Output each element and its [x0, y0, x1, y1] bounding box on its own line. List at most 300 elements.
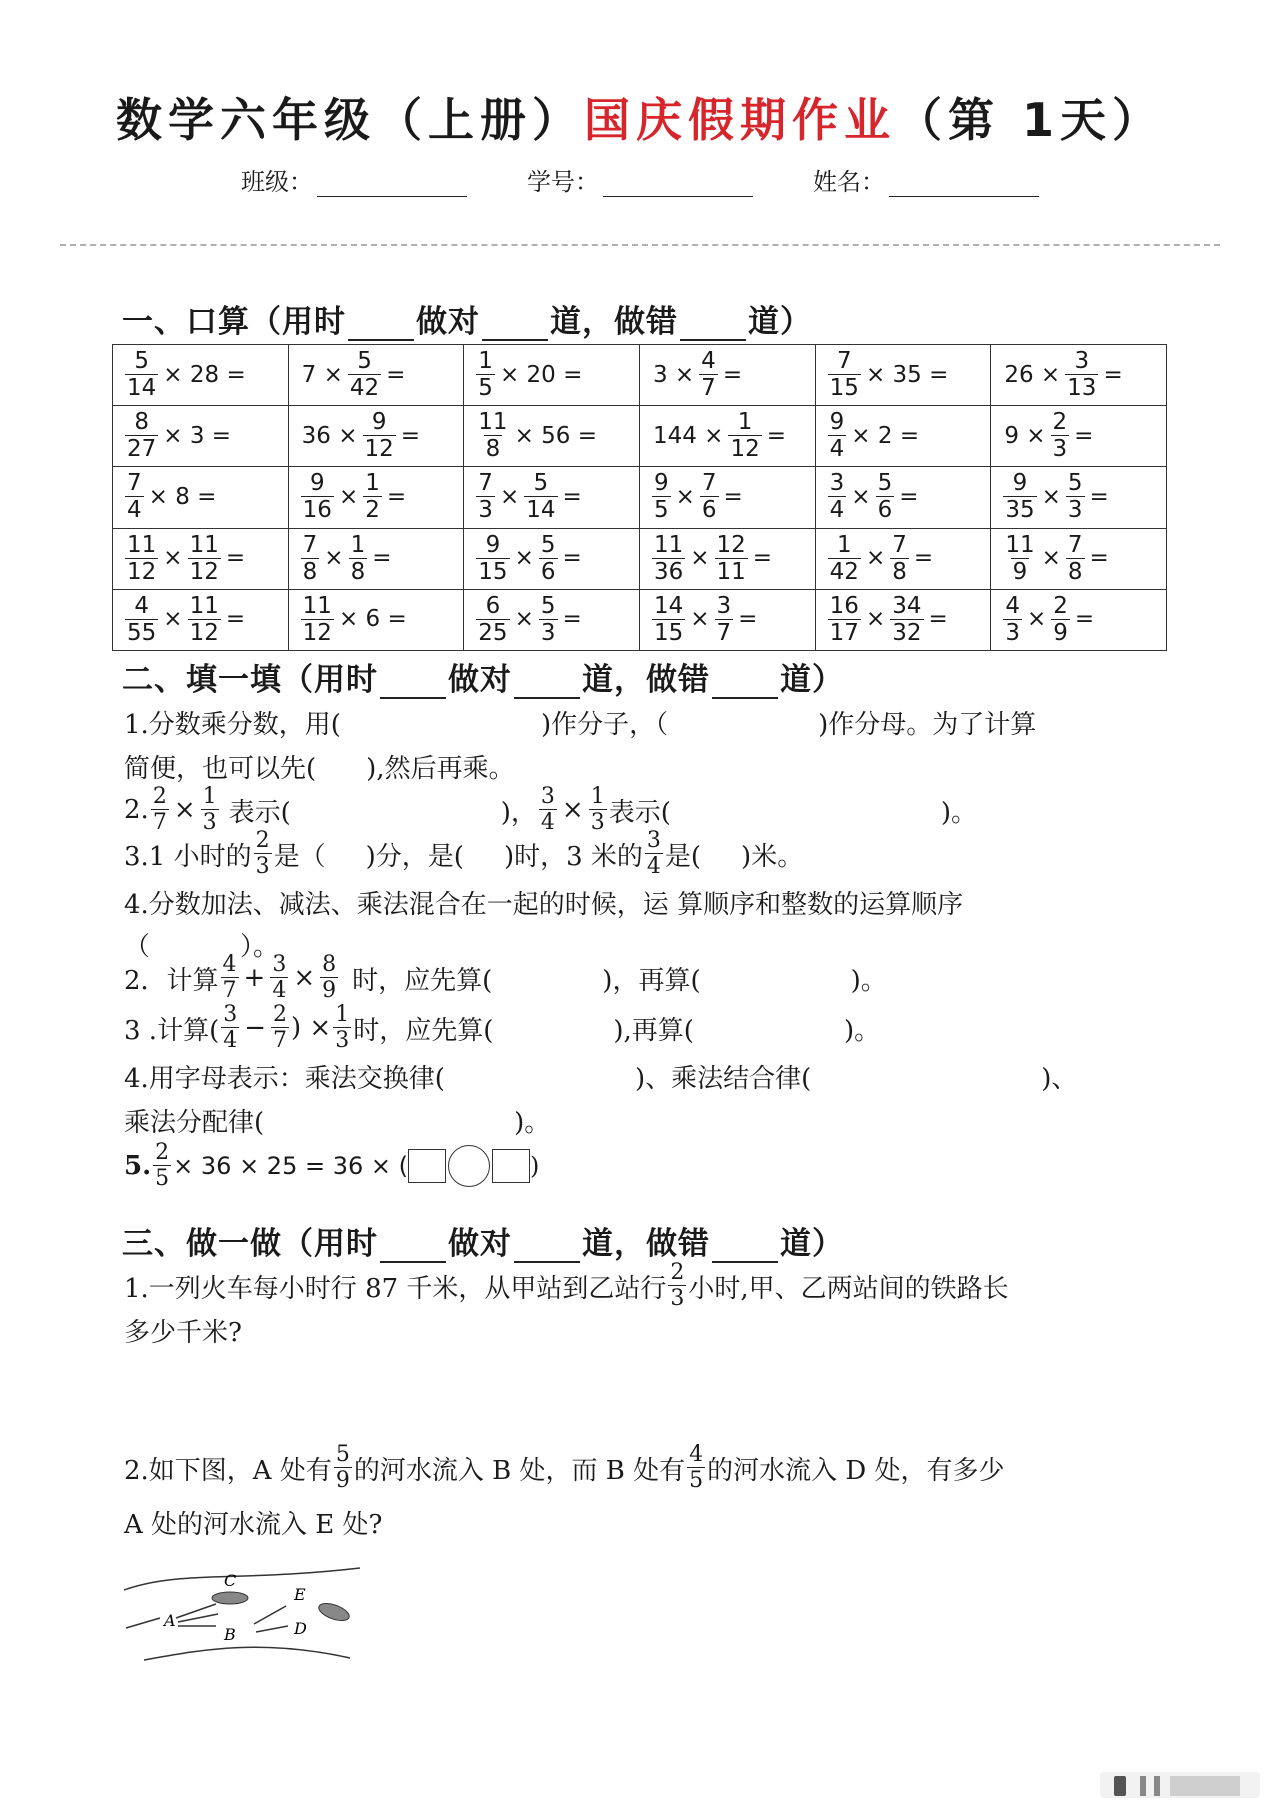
- numerator: 3: [829, 470, 845, 497]
- denominator: 8: [302, 558, 318, 585]
- calc-cell[interactable]: [991, 589, 1167, 650]
- numerator: 7: [127, 470, 142, 497]
- section-2-end: 道）: [780, 662, 844, 698]
- fill-q7-line2: [124, 1102, 550, 1139]
- calc-cell[interactable]: [288, 345, 464, 406]
- calc-cell[interactable]: [113, 589, 289, 650]
- fill-q7-text-d: 乘法分配律(: [124, 1108, 265, 1138]
- numerator: 34: [892, 592, 922, 619]
- mental-math-table: [112, 344, 1167, 651]
- calc-cell[interactable]: [113, 528, 289, 589]
- numerator: 16: [829, 592, 859, 619]
- fill-q6-text-b: ) ×: [291, 1013, 332, 1043]
- calc-cell[interactable]: [288, 589, 464, 650]
- fraction: [348, 350, 381, 400]
- cell-prefix: 144 ×: [652, 422, 724, 449]
- calc-cell[interactable]: [639, 589, 815, 650]
- times-sign: ×: [1041, 545, 1061, 572]
- times-sign: ×: [1026, 606, 1047, 633]
- numerator: 5: [533, 470, 549, 497]
- fraction: [890, 592, 923, 646]
- calc-cell[interactable]: [991, 406, 1167, 467]
- fraction: [1003, 592, 1022, 646]
- cell-suffix: =: [562, 545, 582, 572]
- number-blank[interactable]: [603, 169, 753, 197]
- circle-blank[interactable]: [448, 1145, 490, 1187]
- fraction: [363, 472, 382, 522]
- section-1-correct-label: 做对: [416, 304, 480, 340]
- numerator: 7: [478, 470, 493, 497]
- fraction: $\frac{4}{5}$: [689, 1442, 704, 1493]
- fraction: $\frac{3}{4}$: [646, 828, 661, 879]
- correct-blank[interactable]: [482, 311, 548, 341]
- fill-q1-text-b: )作分子，（: [540, 710, 669, 740]
- section-1-heading: [122, 296, 812, 341]
- fill-q3: [124, 830, 803, 878]
- title-subject: 数学六年级（上册）: [115, 93, 584, 147]
- fill-q2-text-d: 表示(: [608, 797, 671, 828]
- denominator: 9: [1012, 558, 1028, 585]
- fill-q6-text-d: ),再算(: [613, 1015, 694, 1046]
- times-sign: ×: [338, 483, 359, 510]
- fill-q1-text-e: ),然后再乘。: [366, 754, 515, 784]
- calc-cell[interactable]: [639, 467, 815, 528]
- numerator: 11: [127, 531, 157, 558]
- arrow-b-e: [254, 1606, 286, 1624]
- do-q1-text-b: 小时,甲、乙两站间的铁路长: [688, 1273, 1009, 1304]
- denominator: 11: [716, 558, 746, 585]
- denominator: 4: [127, 497, 142, 524]
- numerator: 5: [877, 470, 893, 497]
- section-3-correct-label: 做对: [448, 1226, 512, 1262]
- fraction: $\frac{2}{3}$: [670, 1260, 685, 1311]
- times-sign: ×: [514, 545, 534, 572]
- numerator: 11: [189, 592, 219, 619]
- do-q2-text-a: 2.如下图，A 处有: [124, 1455, 332, 1486]
- denominator: 14: [526, 497, 556, 524]
- calc-cell[interactable]: [113, 406, 289, 467]
- calc-cell[interactable]: [113, 467, 289, 528]
- name-blank[interactable]: [889, 169, 1039, 197]
- cell-suffix: =: [766, 422, 786, 449]
- denominator: 3: [1052, 436, 1068, 463]
- cell-suffix: × 56 =: [514, 422, 598, 449]
- title-homework: 国庆假期作业: [583, 93, 896, 147]
- wrong-blank[interactable]: [712, 669, 778, 699]
- do-q2-text-b: 的河水流入 B 处，而 B 处有: [353, 1455, 686, 1486]
- denominator: 8: [892, 558, 907, 585]
- do-q1-line2: [124, 1312, 242, 1349]
- cell-suffix: =: [386, 361, 406, 388]
- fill-q7-line1: [124, 1058, 1077, 1095]
- fraction: $\frac{5}{9}$: [335, 1442, 350, 1493]
- fill-q6-text-e: )。: [843, 1015, 881, 1046]
- fraction: [652, 472, 671, 522]
- numerator: 5: [540, 531, 556, 558]
- fill-q4-text-a: 4.分数加法、减法、乘法混合在一起的时候，运 算顺序和整数的运算顺序: [124, 890, 964, 920]
- do-q2-text-c: 的河水流入 D 处，有多少: [707, 1455, 1005, 1486]
- fill-q1-text-a: 1.分数乘分数，用(: [124, 710, 341, 740]
- section-3-label: 三、做一做（用时: [122, 1226, 378, 1262]
- calc-cell[interactable]: [815, 345, 991, 406]
- numerator: 7: [892, 531, 907, 558]
- calc-cell[interactable]: [815, 528, 991, 589]
- fraction: [125, 472, 144, 522]
- denominator: 12: [364, 436, 394, 463]
- wrong-blank[interactable]: [712, 1233, 778, 1263]
- calc-cell[interactable]: [288, 528, 464, 589]
- fill-q3-text-d: )时，3 米的: [503, 841, 643, 872]
- fill-q7-text-c: )、: [1041, 1064, 1078, 1094]
- denominator: 12: [189, 558, 219, 585]
- cell-suffix: × 3 =: [163, 422, 232, 449]
- times-sign: ×: [865, 606, 886, 633]
- times-sign: ×: [690, 606, 710, 633]
- wrong-blank[interactable]: [680, 311, 746, 341]
- fraction: $\frac{3}{4}$: [540, 784, 555, 835]
- fraction: [828, 411, 847, 461]
- cell-suffix: =: [722, 361, 743, 388]
- fraction: [125, 592, 158, 646]
- fraction: [828, 350, 861, 400]
- page-title: [0, 84, 1280, 150]
- numerator: 6: [485, 592, 501, 619]
- fraction: [1003, 531, 1036, 585]
- times-sign: ×: [690, 545, 710, 572]
- numerator: 9: [309, 470, 325, 497]
- table-row: [113, 528, 1167, 589]
- section-3-end: 道）: [780, 1226, 844, 1262]
- calc-cell[interactable]: [639, 528, 815, 589]
- cell-prefix: 3 ×: [652, 361, 695, 388]
- numerator: 11: [653, 531, 684, 558]
- calc-cell[interactable]: [464, 589, 640, 650]
- cell-prefix: 36 ×: [301, 422, 358, 449]
- fill-q1-line1: [124, 704, 1036, 741]
- fill-q2-text-b: 表示(: [228, 797, 291, 828]
- calc-cell[interactable]: [288, 406, 464, 467]
- times-sign: ×: [851, 483, 871, 510]
- lake-c: [212, 1592, 248, 1604]
- fill-q4-text-b: （: [124, 932, 151, 962]
- fraction: $\frac{8}{9}$: [322, 952, 337, 1003]
- denominator: 12: [730, 436, 760, 463]
- fraction: [125, 411, 158, 461]
- fraction: $\frac{2}{7}$: [152, 784, 167, 835]
- square-blank[interactable]: [408, 1149, 446, 1183]
- numerator: 14: [653, 592, 684, 619]
- calc-cell[interactable]: [991, 345, 1167, 406]
- title-day: （第 1天）: [895, 93, 1165, 147]
- numerator: 9: [829, 409, 845, 436]
- cell-suffix: =: [1074, 422, 1094, 449]
- student-info-row: [0, 162, 1280, 197]
- fraction: $\frac{3}{4}$: [272, 952, 287, 1003]
- calc-cell[interactable]: [991, 528, 1167, 589]
- fraction: $\frac{2}{7}$: [273, 1002, 288, 1053]
- name-field[interactable]: [813, 162, 1039, 197]
- fraction: [715, 592, 734, 646]
- fill-q3-text-c: )分，是(: [365, 841, 464, 872]
- denominator: 8: [350, 558, 366, 585]
- calc-cell[interactable]: [288, 467, 464, 528]
- label-a: A: [164, 1611, 176, 1630]
- cell-prefix: 7 ×: [301, 361, 343, 388]
- fraction: [700, 472, 719, 522]
- denominator: 6: [540, 558, 556, 585]
- number-field[interactable]: [527, 162, 753, 197]
- denominator: 8: [1067, 558, 1083, 585]
- fill-q8-number: 5.: [124, 1151, 152, 1181]
- denominator: 3: [1005, 619, 1020, 646]
- calc-cell[interactable]: [991, 467, 1167, 528]
- denominator: 32: [892, 619, 922, 646]
- table-row: [113, 467, 1167, 528]
- do-q1-text-a: 1.一列火车每小时行 87 千米，从甲站到乙站行: [124, 1273, 667, 1304]
- cell-suffix: =: [723, 483, 743, 510]
- fraction: [728, 411, 761, 461]
- fraction: [1051, 592, 1070, 646]
- section-2-label: 二、填一填（用时: [122, 662, 378, 698]
- numerator: 11: [1005, 531, 1035, 558]
- denominator: 8: [485, 436, 501, 463]
- fill-q3-text-e: 是(: [664, 841, 702, 872]
- denominator: 7: [701, 375, 716, 402]
- denominator: 12: [127, 558, 157, 585]
- fill-q3-text-b: 是（: [273, 841, 326, 872]
- denominator: 17: [829, 619, 859, 646]
- fill-q6-text-a: 3 .计算(: [124, 1015, 220, 1046]
- numerator: 5: [134, 348, 149, 375]
- denominator: 13: [1067, 375, 1097, 402]
- fraction: [1003, 472, 1036, 522]
- denominator: 16: [302, 497, 332, 524]
- indicator-mark: [1170, 1776, 1240, 1796]
- denominator: 42: [829, 558, 859, 585]
- cell-suffix: =: [913, 545, 934, 572]
- label-e: E: [294, 1585, 306, 1604]
- denominator: 12: [189, 619, 219, 646]
- fraction: $\frac{2}{3}$: [255, 828, 270, 879]
- numerator: 12: [716, 531, 746, 558]
- cell-suffix: =: [1089, 483, 1109, 510]
- cell-suffix: =: [1103, 361, 1123, 388]
- denominator: 4: [829, 436, 845, 463]
- times-sign: ×: [675, 483, 695, 510]
- fraction: [524, 472, 557, 522]
- calc-cell[interactable]: [639, 406, 815, 467]
- denominator: 12: [302, 619, 332, 646]
- indicator-mark: [1114, 1776, 1126, 1796]
- denominator: 35: [1005, 497, 1035, 524]
- calc-cell[interactable]: [464, 406, 640, 467]
- section-1-end: 道）: [748, 304, 812, 340]
- numerator: 3: [1074, 348, 1090, 375]
- cell-suffix: =: [225, 545, 246, 572]
- numerator: 11: [302, 592, 332, 619]
- fill-q8: [124, 1142, 539, 1190]
- fraction: [828, 531, 861, 585]
- denominator: 6: [877, 497, 893, 524]
- fraction: [476, 531, 509, 585]
- denominator: 4: [829, 497, 845, 524]
- denominator: 15: [653, 619, 684, 646]
- cell-suffix: =: [752, 545, 773, 572]
- numerator: 9: [653, 470, 669, 497]
- fill-q2-number: 2.: [124, 795, 149, 825]
- fraction: [828, 592, 861, 646]
- cell-suffix: =: [738, 606, 758, 633]
- fill-q2: 2. $\frac{2}{7}$ × $\frac{1}{3}$ 表示( )， $\frac{3}{4}$ × $\frac{1}{3}$ 表示( )。: [124, 784, 978, 835]
- times-sign: ×: [163, 606, 183, 633]
- fraction: [301, 592, 334, 646]
- fill-q1-text-d: 简便，也可以先(: [124, 754, 317, 784]
- cell-suffix: =: [400, 422, 421, 449]
- do-q1-line1: [124, 1262, 1009, 1310]
- calc-cell[interactable]: [815, 406, 991, 467]
- fraction: [1066, 531, 1085, 585]
- numerator: 9: [371, 409, 387, 436]
- fraction: [539, 592, 558, 646]
- fraction: [652, 531, 685, 585]
- calc-cell[interactable]: [815, 467, 991, 528]
- numerator: 1: [350, 531, 366, 558]
- denominator: 9: [1053, 619, 1068, 646]
- denominator: 3: [1067, 497, 1083, 524]
- cell-suffix: =: [562, 483, 582, 510]
- numerator: 7: [836, 348, 852, 375]
- times-sign: ×: [324, 545, 344, 572]
- fill-q6-text-c: 时，应先算(: [353, 1015, 494, 1046]
- calc-cell[interactable]: [815, 589, 991, 650]
- calc-cell[interactable]: [639, 345, 815, 406]
- class-blank[interactable]: [317, 169, 467, 197]
- indicator-mark: [1140, 1776, 1146, 1796]
- cell-suffix: =: [562, 606, 582, 633]
- fill-q3-text-a: 3.1 小时的: [124, 841, 252, 872]
- correct-blank[interactable]: [514, 669, 580, 699]
- calc-cell[interactable]: [464, 467, 640, 528]
- cell-suffix: × 2 =: [851, 422, 920, 449]
- section-2-heading: [122, 654, 844, 699]
- denominator: 27: [127, 436, 157, 463]
- cell-suffix: × 28 =: [163, 361, 246, 388]
- fraction: $\frac{1}{3}$: [335, 1002, 350, 1053]
- fraction: [188, 531, 221, 585]
- fraction: [1051, 411, 1070, 461]
- fraction: [125, 531, 158, 585]
- fraction: [699, 350, 718, 400]
- calc-cell[interactable]: [464, 528, 640, 589]
- fraction: $\frac{1}{3}$: [590, 784, 605, 835]
- numerator: 4: [701, 348, 716, 375]
- section-3-wrong-label: 道，做错: [582, 1226, 710, 1262]
- do-q2-line1: [124, 1444, 1005, 1492]
- fill-q7-text-a: 4.用字母表示：乘法交换律(: [124, 1064, 445, 1094]
- correct-blank[interactable]: [514, 1233, 580, 1263]
- cell-suffix: =: [386, 483, 407, 510]
- fraction: $\frac{2}{5}$: [155, 1140, 170, 1191]
- times-sign: ×: [499, 483, 520, 510]
- denominator: 25: [478, 619, 508, 646]
- fill-q4-line1: [124, 884, 963, 921]
- cell-suffix: =: [1089, 545, 1109, 572]
- number-label: 学号：: [527, 168, 599, 196]
- do-q1-text-c: 多少千米?: [124, 1318, 242, 1348]
- fraction: [715, 531, 748, 585]
- riverbank-bottom: [144, 1647, 350, 1660]
- numerator: 1: [836, 531, 852, 558]
- fill-q1-text-c: )作分母。为了计算: [818, 710, 1037, 740]
- numerator: 11: [189, 531, 219, 558]
- numerator: 7: [302, 531, 318, 558]
- fraction: [539, 531, 558, 585]
- cell-suffix: =: [1074, 606, 1095, 633]
- calc-cell[interactable]: [113, 345, 289, 406]
- fraction: [1065, 350, 1098, 400]
- fraction: [828, 472, 847, 522]
- fraction: [301, 531, 320, 585]
- denominator: 14: [127, 375, 157, 402]
- label-d: D: [294, 1619, 307, 1638]
- cell-suffix: × 20 =: [499, 361, 583, 388]
- fill-q8-close: ): [529, 1152, 540, 1180]
- cell-prefix: 9 ×: [1004, 422, 1046, 449]
- denominator: 36: [653, 558, 684, 585]
- fraction: [476, 411, 509, 461]
- fraction: [188, 592, 221, 646]
- fraction: $\frac{4}{7}$: [222, 952, 237, 1003]
- numerator: 1: [478, 348, 493, 375]
- fill-q5-text-b: 时，应先算(: [352, 965, 493, 996]
- fill-q2-text-e: )。: [940, 797, 978, 828]
- do-q2-line2: [124, 1504, 383, 1541]
- numerator: 5: [1067, 470, 1083, 497]
- fill-q8-expression: × 36 × 25 = 36 × (: [173, 1152, 408, 1180]
- section-1-wrong-label: 道，做错: [550, 304, 678, 340]
- numerator: 4: [1005, 592, 1020, 619]
- time-blank[interactable]: [348, 311, 414, 341]
- denominator: 7: [716, 619, 732, 646]
- table-row: [113, 406, 1167, 467]
- times-sign: ×: [514, 606, 534, 633]
- time-blank[interactable]: [380, 1233, 446, 1263]
- do-q2-text-d: A 处的河水流入 E 处?: [124, 1510, 383, 1540]
- fill-q7-text-b: )、乘法结合律(: [634, 1064, 812, 1094]
- denominator: 42: [349, 375, 380, 402]
- fraction: $\frac{3}{4}$: [223, 1002, 238, 1053]
- time-blank[interactable]: [380, 669, 446, 699]
- fraction: [301, 472, 334, 522]
- numerator: 2: [1052, 409, 1068, 436]
- denominator: 3: [540, 619, 556, 646]
- fill-q5: 2．计算 $\frac{4}{7}$ + $\frac{3}{4}$ × $\frac{8}{9}$ 时，应先算( )，再算( )。: [124, 952, 887, 1003]
- numerator: 1: [365, 470, 380, 497]
- table-row: [113, 345, 1167, 406]
- class-field[interactable]: [241, 162, 467, 197]
- fill-q2-text-c: )，: [500, 797, 537, 828]
- square-blank[interactable]: [492, 1149, 530, 1183]
- fraction: [1066, 472, 1085, 522]
- fraction: [363, 411, 396, 461]
- denominator: 3: [478, 497, 493, 524]
- calc-cell[interactable]: [464, 345, 640, 406]
- denominator: 5: [653, 497, 669, 524]
- indicator-mark: [1154, 1776, 1160, 1796]
- cell-suffix: =: [899, 483, 919, 510]
- section-2-wrong-label: 道，做错: [582, 662, 710, 698]
- cell-suffix: =: [372, 545, 392, 572]
